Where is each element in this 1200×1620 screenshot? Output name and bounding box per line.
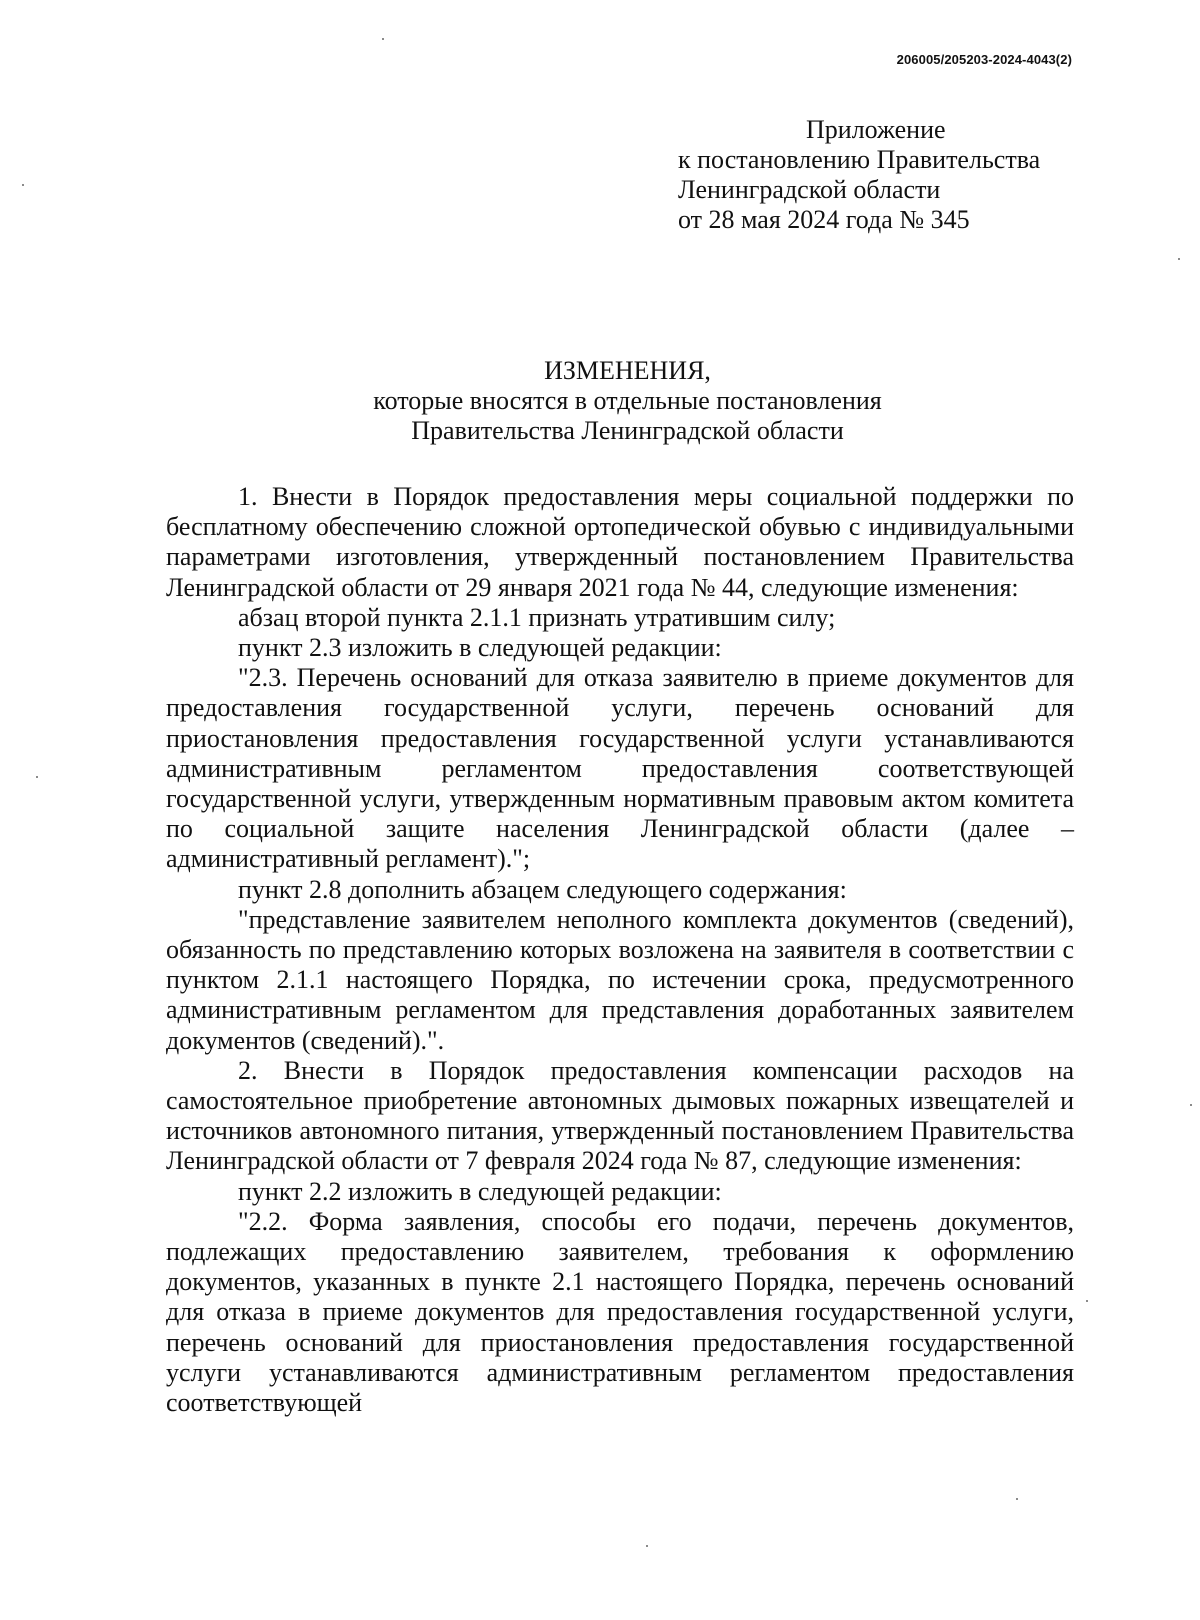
appendix-line-4: от 28 мая 2024 года № 345: [678, 205, 970, 234]
document-heading: [0, 356, 1200, 446]
heading-subtitle-2: Правительства Ленинградской области: [411, 416, 844, 445]
heading-subtitle-1: которые вносятся в отдельные постановления: [373, 386, 882, 415]
appendix-line-3: Ленинградской области: [678, 175, 941, 204]
heading-title: ИЗМЕНЕНИЯ,: [544, 356, 711, 385]
paragraph-4: "2.3. Перечень оснований для отказа заявителю в приеме документов для предоставления государственной услуги, перечень оснований для приостановления предоставления государственной услуги устанавливаются административным регламентом предоставления соответствующей государственной услуги, утвержденным нормативным правовым актом комитета по социальной защите населения Ленинградской области (далее – административный регламент).";: [166, 663, 1074, 874]
appendix-line-1: Приложение: [806, 115, 946, 144]
paragraph-5: пункт 2.8 дополнить абзацем следующего содержания:: [238, 874, 847, 904]
paragraph-2: абзац второй пункта 2.1.1 признать утратившим силу;: [238, 602, 836, 632]
paragraph-9: "2.2. Форма заявления, способы его подачи, перечень документов, подлежащих предоставлению заявителем, требования к оформлению документов, указанных в пункте 2.1 настоящего Порядка, перечень оснований для отказа в приеме документов для предоставления государственной услуги, перечень оснований для приостановления предоставления государственной услуги устанавливаются административным регламентом предоставления соответствующей: [166, 1206, 1074, 1418]
paragraph-6: "представление заявителем неполного комплекта документов (сведений), обязанность по представлению которых возложена на заявителя в соответствии с пунктом 2.1.1 настоящего Порядка, по истечении срока, предусмотренного административным регламентом для представления доработанных заявителем документов (сведений).".: [166, 904, 1074, 1055]
appendix-block: [678, 115, 1040, 235]
paragraph-8: пункт 2.2 изложить в следующей редакции:: [238, 1176, 722, 1206]
paragraph-3: пункт 2.3 изложить в следующей редакции:: [238, 633, 722, 663]
appendix-line-2: к постановлению Правительства: [678, 145, 1041, 174]
paragraph-7: 2. Внести в Порядок предоставления компенсации расходов на самостоятельное приобретение автономных дымовых пожарных извещателей и источников автономного питания, утвержденный постановлением Правительства Ленинградской области от 7 февраля 2024 года № 87, следующие изменения:: [166, 1055, 1074, 1176]
document-id: 206005/205203-2024-4043(2): [896, 52, 1072, 67]
document-body: [166, 482, 1074, 1418]
paragraph-1: 1. Внести в Порядок предоставления меры социальной поддержки по бесплатному обеспечению сложной ортопедической обувью с индивидуальными параметрами изготовления, утвержденный постановлением Правительства Ленинградской области от 29 января 2021 года № 44, следующие изменения:: [166, 482, 1074, 602]
